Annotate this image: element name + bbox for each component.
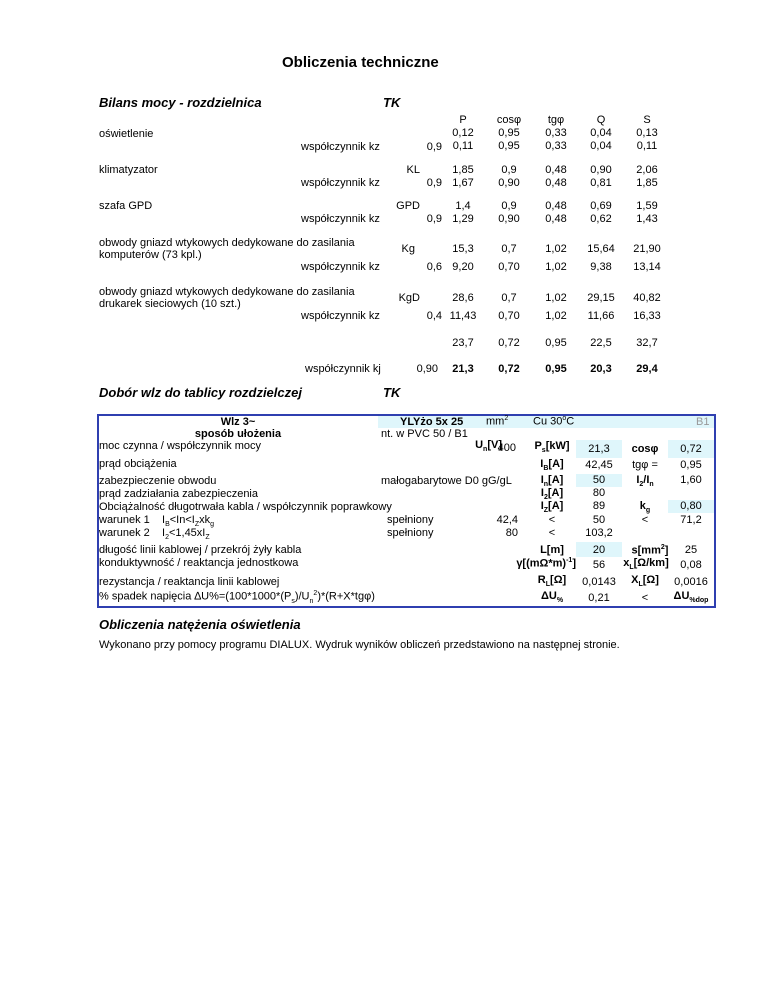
kg-value: 0,80 [680, 500, 702, 512]
sum-cell: 0,72 [498, 337, 520, 349]
row-name: klimatyzator [99, 164, 158, 176]
un-value: 400 [497, 442, 516, 454]
page-title: Obliczenia techniczne [282, 54, 439, 71]
kz-value: 0,9 [426, 177, 442, 189]
cell: 0,33 [545, 140, 567, 152]
w1-in: 50 [592, 514, 606, 526]
cell: 0,04 [590, 140, 612, 152]
cell: 0,7 [501, 243, 517, 255]
cell: 1,85 [636, 177, 658, 189]
row-code: KgD [398, 292, 420, 304]
cell: 0,9 [501, 164, 517, 176]
lt-du: < [641, 592, 649, 604]
cell: 0,48 [545, 177, 567, 189]
cell: 21,90 [633, 243, 661, 255]
dobor-tk: TK [383, 385, 401, 400]
oswietlenie-text: Wykonano przy pomocy programu DIALUX. Wydruk wyników obliczeń przedstawiono na następnej stronie. [99, 639, 620, 651]
cell: 15,3 [452, 243, 474, 255]
header-s: S [643, 114, 651, 126]
total-cell: 29,4 [636, 363, 658, 375]
cell: 1,02 [545, 261, 567, 273]
cell: 0,95 [498, 127, 520, 139]
cell: 1,02 [545, 292, 567, 304]
label-length: długość linii kablowej / przekrój żyły kabla [99, 544, 302, 556]
tg-label: tgφ = [632, 459, 658, 471]
cell: 0,70 [498, 310, 520, 322]
in-value: 50 [592, 474, 606, 486]
label-warunek1: warunek 1 $I_B<In<I_Zxk_g$ [99, 514, 214, 529]
cell: 0,12 [452, 127, 474, 139]
cos-label: cosφ [631, 443, 659, 455]
w2-value: 103,2 [585, 527, 613, 539]
kz-value: 0,9 [426, 141, 442, 153]
bilans-tk: TK [383, 95, 401, 110]
iz-label: $I_Z[A]$ [540, 500, 564, 515]
cell: 1,29 [452, 213, 474, 225]
sposob-label: sposób ułożenia [194, 428, 282, 440]
material: Cu 30$^o$C [533, 415, 575, 428]
row-code: Kg [401, 243, 415, 255]
cos-value: 0,72 [680, 443, 702, 455]
label-current: prąd obciążenia [99, 458, 177, 470]
kz-label: współczynnik kz [301, 310, 380, 322]
i2in-label: $I_2/I_n$ [636, 474, 654, 489]
kz-value: 0,9 [426, 213, 442, 225]
p-label: $P_s[kW]$ [534, 440, 570, 455]
p-value: 21,3 [588, 443, 610, 455]
kj-value: 0,90 [416, 363, 438, 375]
label-warunek2: warunek 2 $I_2<1,45xI_Z$ [99, 527, 210, 542]
sum-cell: 22,5 [590, 337, 612, 349]
wlz-label: Wlz 3~ [220, 416, 256, 428]
cell: 9,20 [452, 261, 474, 273]
xl-value: 0,08 [680, 559, 702, 571]
du-label: $\Delta U_{\%}$ [540, 590, 564, 605]
kz-value: 0,6 [426, 261, 442, 273]
row-name: obwody gniazd wtykowych dedykowane do zasilania [99, 286, 355, 298]
cell: 29,15 [587, 292, 615, 304]
label-voltage-drop: % spadek napięcia $\Delta U\%=(100*1000*(P_s)/U_n^2)*(R+X*tg\varphi)$ [99, 590, 375, 605]
in-label: $I_n[A]$ [540, 474, 564, 489]
s-value: 25 [684, 544, 698, 556]
cell: 0,48 [545, 200, 567, 212]
un-label: $U_n[V]$ [475, 439, 502, 454]
cell: 1,02 [545, 310, 567, 322]
rl-label: $R_L[\Omega]$ [537, 574, 567, 589]
cell: 0,48 [545, 213, 567, 225]
ib-value: 42,45 [585, 459, 613, 471]
kz-label: współczynnik kz [301, 213, 380, 225]
kz-label: współczynnik kz [301, 261, 380, 273]
kz-label: współczynnik kz [301, 177, 380, 189]
xl-label: $x_L[\Omega/km]$ [623, 557, 669, 572]
cell: 0,11 [636, 140, 658, 152]
ib-label: $I_B[A]$ [540, 458, 564, 473]
cell: 0,13 [636, 127, 658, 139]
row-code: GPD [396, 200, 420, 212]
cell: 0,90 [498, 213, 520, 225]
cell: 11,43 [449, 310, 477, 322]
label-conductivity: konduktywność / reaktancja jednostkowa [99, 557, 299, 569]
row-code: KL [406, 164, 420, 176]
cell: 0,90 [590, 164, 612, 176]
total-cell: 0,95 [545, 363, 567, 375]
kz-value: 0,4 [426, 310, 442, 322]
cell: 0,90 [498, 177, 520, 189]
cell: 0,04 [590, 127, 612, 139]
install-label: nt. w PVC 50 / B1 [381, 428, 468, 440]
cell: 11,66 [587, 310, 615, 322]
kz-label: współczynnik kz [301, 141, 380, 153]
cell: 28,6 [452, 292, 474, 304]
row-name-2: drukarek sieciowych (10 szt.) [99, 298, 241, 310]
cell: 1,59 [636, 200, 658, 212]
sum-cell: 0,95 [545, 337, 567, 349]
lt3: < [548, 527, 556, 539]
total-cell: 20,3 [590, 363, 612, 375]
xlo-label: $X_L[\Omega]$ [631, 574, 659, 589]
header-q: Q [596, 114, 606, 126]
warunek1-value: 42,4 [496, 514, 518, 526]
cell: 0,33 [545, 127, 567, 139]
header-p: P [459, 114, 467, 126]
code-b1: B1 [696, 416, 710, 428]
cell: 0,7 [501, 292, 517, 304]
cell: 13,14 [633, 261, 661, 273]
l-value: 20 [592, 544, 606, 556]
sum-cell: 32,7 [636, 337, 658, 349]
row-name-2: komputerów (73 kpl.) [99, 249, 202, 261]
cell: 1,4 [455, 200, 471, 212]
cell: 2,06 [636, 164, 658, 176]
label-resistance: rezystancja / reaktancja linii kablowej [99, 576, 280, 588]
row-name: oświetlenie [99, 128, 154, 140]
i2in-value: 1,60 [680, 474, 702, 486]
bilans-heading: Bilans mocy - rozdzielnica [99, 95, 262, 110]
cell: 1,43 [636, 213, 658, 225]
lt1: < [548, 514, 556, 526]
gamma-value: 56 [592, 559, 606, 571]
dobor-heading: Dobór wlz do tablicy rozdzielczej [99, 385, 302, 400]
lt2: < [641, 514, 649, 526]
rl-value: 0,0143 [582, 576, 616, 588]
label-protection: zabezpieczenie obwodu [99, 475, 217, 487]
spelniony-1: spełniony [387, 514, 434, 526]
kj-label: współczynnik kj [305, 363, 381, 375]
cell: 1,67 [452, 177, 474, 189]
cell: 0,95 [498, 140, 520, 152]
kg-label: $k_g$ [639, 500, 651, 515]
cell: 15,64 [587, 243, 615, 255]
du-value: 0,21 [588, 592, 610, 604]
l-label: L[m] [540, 544, 564, 556]
cell: 1,85 [452, 164, 474, 176]
cell: 9,38 [590, 261, 612, 273]
s-label: $s[mm^2]$ [631, 544, 669, 557]
cell: 0,48 [545, 164, 567, 176]
row-name: szafa GPD [99, 200, 153, 212]
gamma-label: $\gamma[(m\Omega*m)^{-1}]$ [516, 557, 576, 570]
cell: 0,70 [498, 261, 520, 273]
header-cos: cosφ [496, 114, 522, 126]
spelniony-2: spełniony [387, 527, 434, 539]
total-cell: 0,72 [498, 363, 520, 375]
cell: 0,81 [590, 177, 612, 189]
cell: 0,9 [501, 200, 517, 212]
du-dop: $\Delta U_{\%dop}$ [673, 590, 709, 605]
cell: 0,11 [452, 140, 474, 152]
cell: 1,02 [545, 243, 567, 255]
i2-label: $I_2[A]$ [540, 487, 564, 502]
i2-value: 80 [592, 487, 606, 499]
oswietlenie-heading: Obliczenia natężenia oświetlenia [99, 617, 301, 632]
cable-type: YLYżo 5x 25 [400, 416, 464, 428]
label-capacity: Obciążalność długotrwała kabla / współczynnik poprawkowy [99, 501, 392, 513]
total-cell: 21,3 [452, 363, 474, 375]
warunek2-value: 80 [505, 527, 518, 539]
cell: 0,62 [590, 213, 612, 225]
cell: 16,33 [633, 310, 661, 322]
cell: 0,69 [590, 200, 612, 212]
cell: 40,82 [633, 292, 661, 304]
sum-cell: 23,7 [452, 337, 474, 349]
label-power: moc czynna / współczynnik mocy [99, 440, 261, 452]
row-name: obwody gniazd wtykowych dedykowane do zasilania [99, 237, 355, 249]
iz-value: 89 [592, 500, 606, 512]
w1-iz: 71,2 [680, 514, 702, 526]
unit-mm: $mm^2$ [486, 415, 509, 428]
xlo-value: 0,0016 [674, 576, 708, 588]
header-tg: tgφ [547, 114, 565, 126]
tg-value: 0,95 [680, 459, 702, 471]
fuse-type: małogabarytowe D0 gG/gL [381, 475, 512, 487]
label-trip: prąd zadziałania zabezpieczenia [99, 488, 258, 500]
